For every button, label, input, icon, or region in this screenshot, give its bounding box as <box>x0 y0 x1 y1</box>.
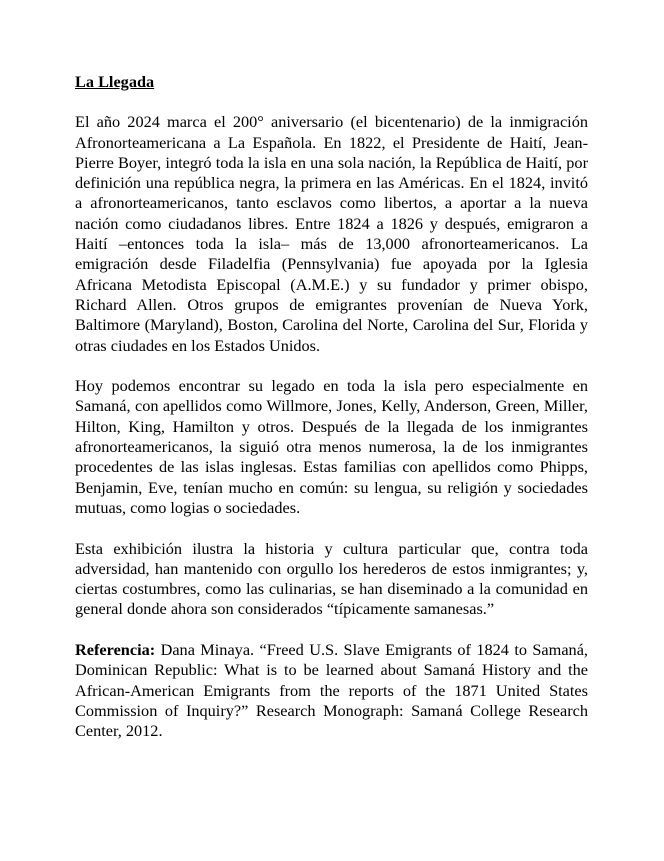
document-page <box>75 72 588 762</box>
paragraph-exhibition: Esta exhibición ilustra la historia y cultura particular que, contra toda adversidad, han mantenido con orgullo los herederos de estos inmigrantes; y, ciertas costumbres, como las culinarias, se han diseminado a la comunidad en general donde ahora son considerados “típicamente samanesas.” <box>75 538 588 619</box>
page-title: La Llegada <box>75 72 155 91</box>
reference-text: Dana Minaya. “Freed U.S. Slave Emigrants of 1824 to Samaná, Dominican Republic: What is to be learned about Samaná History and the African-American Emigrants from the reports of the 1871 United States Commission of Inquiry?” Research Monograph: Samaná College Research Center, 2012. <box>75 640 588 741</box>
reference-paragraph <box>75 640 588 741</box>
paragraph-history: El año 2024 marca el 200° aniversario (el bicentenario) de la inmigración Afronorteamericana a La Española. En 1822, el Presidente de Haití, Jean-Pierre Boyer, integró toda la isla en una sola nación, la República de Haití, por definición una república negra, la primera en las Américas. En el 1824, invitó a afronorteamericanos, tanto esclavos como libertos, a aportar a la nueva nación como ciudadanos libres. Entre 1824 a 1826 y después, emigraron a Haití –entonces toda la isla– más de 13,000 afronorteamericanos. La emigración desde Filadelfia (Pennsylvania) fue apoyada por la Iglesia Africana Metodista Episcopal (A.M.E.) y su fundador y primer obispo, Richard Allen. Otros grupos de emigrantes provenían de Nueva York, Baltimore (Maryland), Boston, Carolina del Norte, Carolina del Sur, Florida y otras ciudades en los Estados Unidos. <box>75 112 588 355</box>
reference-label: Referencia: <box>75 640 156 660</box>
paragraph-legacy: Hoy podemos encontrar su legado en toda la isla pero especialmente en Samaná, con apellidos como Willmore, Jones, Kelly, Anderson, Green, Miller, Hilton, King, Hamilton y otros. Después de la llegada de los inmigrantes afronorteamericanos, la siguió otra menos numerosa, la de los inmigrantes procedentes de las islas inglesas. Estas familias con apellidos como Phipps, Benjamin, Eve, tenían mucho en común: su lengua, su religión y sociedades mutuas, como logias o sociedades. <box>75 376 588 517</box>
